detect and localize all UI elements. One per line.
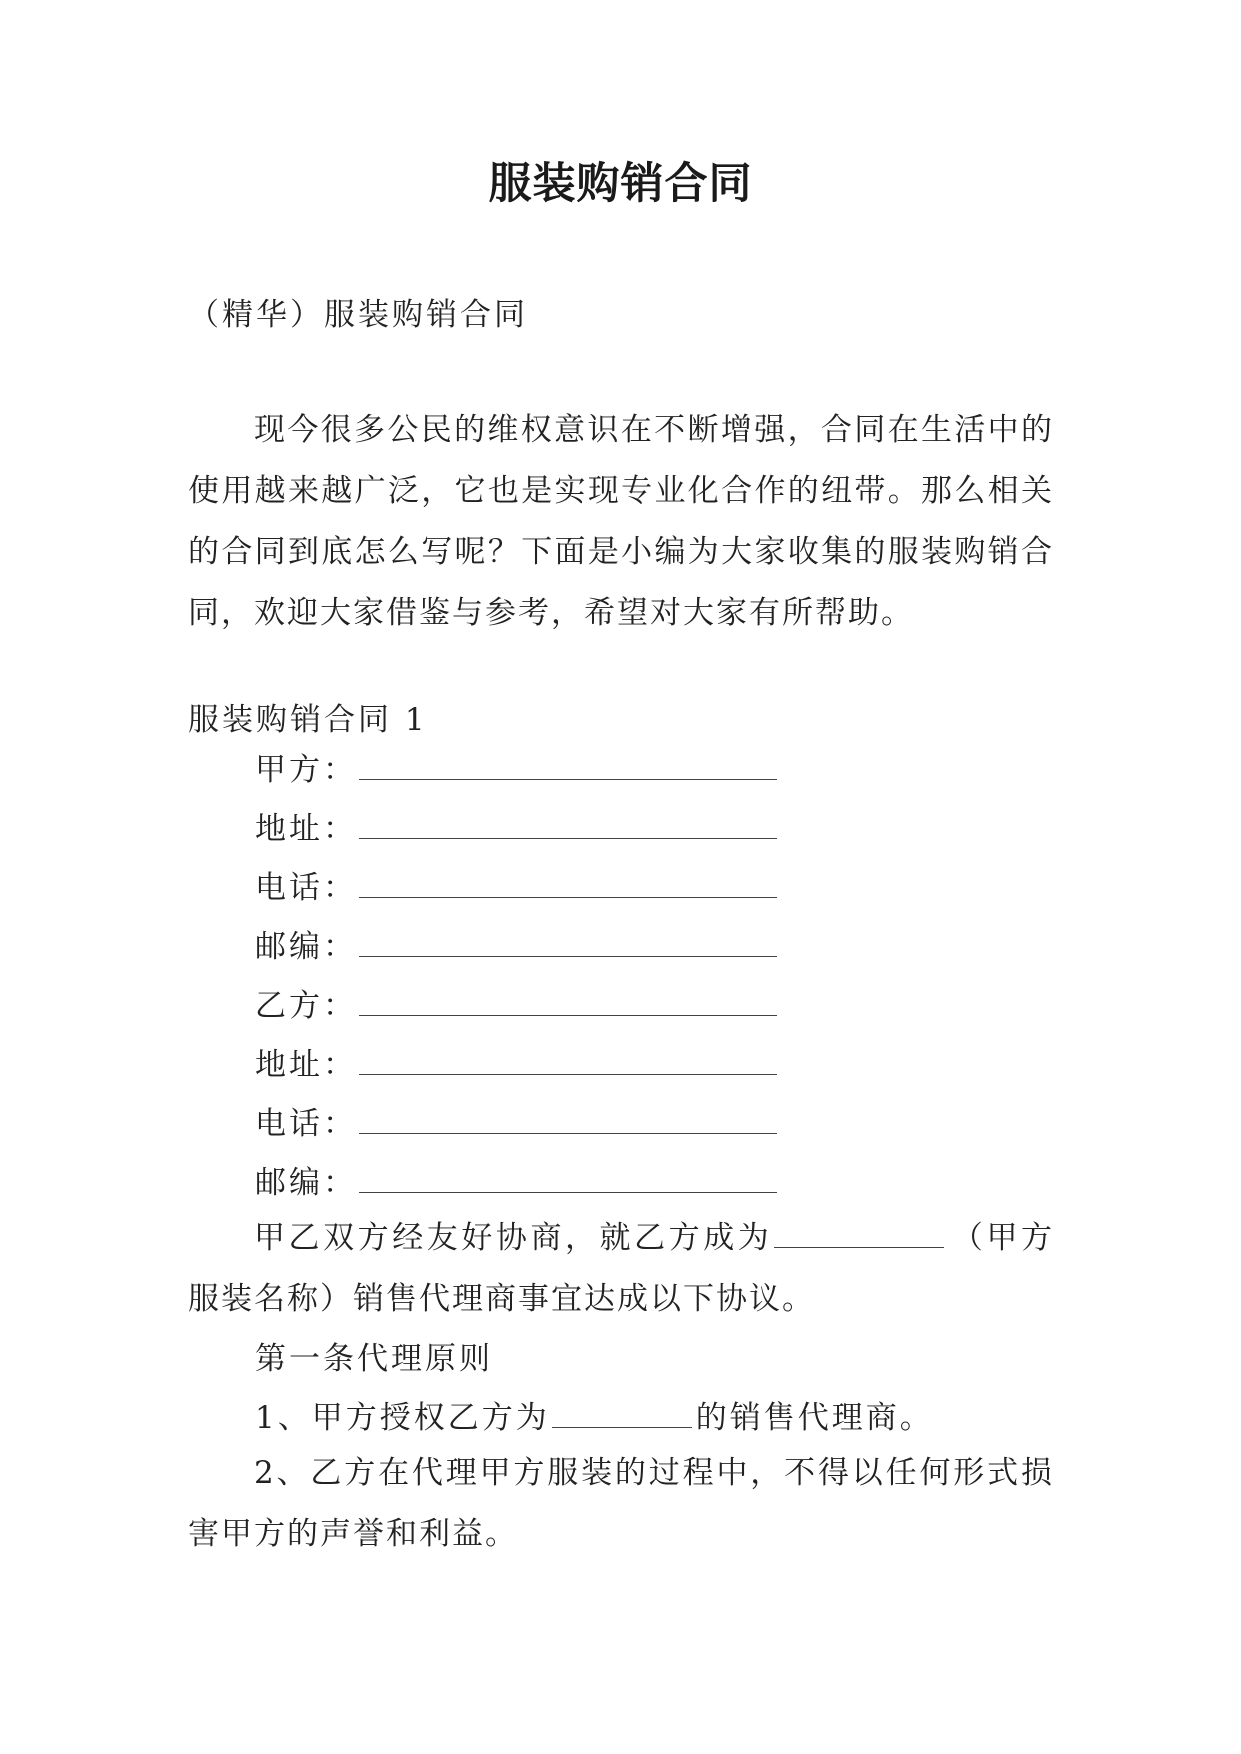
field-label: 电话：	[255, 870, 357, 906]
fill-blank	[359, 985, 777, 1016]
party-a-phone-field	[255, 865, 777, 911]
field-label: 乙方：	[255, 988, 357, 1024]
fill-blank	[359, 749, 777, 780]
field-label: 地址：	[255, 811, 357, 847]
party-b-address-field	[255, 1042, 777, 1088]
fill-blank	[359, 808, 777, 839]
party-b-postcode-field	[255, 1160, 777, 1206]
fill-blank	[359, 1044, 777, 1075]
agreement-text-after: （甲方服装名称）销售代理商事宜达成以下协议。	[188, 1220, 1055, 1317]
document-title: 服装购销合同	[488, 159, 753, 209]
clause-1	[255, 1395, 934, 1441]
field-label: 地址：	[255, 1047, 357, 1083]
party-b-phone-field	[255, 1101, 777, 1147]
field-label: 甲方：	[255, 752, 357, 788]
article-1-title: 第一条代理原则	[255, 1341, 493, 1377]
party-a-address-field	[255, 806, 777, 852]
clause-1-text-before: 1、甲方授权乙方为	[255, 1400, 550, 1436]
fill-blank	[552, 1399, 692, 1428]
field-label: 电话：	[255, 1106, 357, 1142]
section-title: 服装购销合同 1	[188, 702, 428, 738]
party-a-postcode-field	[255, 924, 777, 970]
fill-blank	[359, 1103, 777, 1134]
fill-blank	[359, 926, 777, 957]
intro-paragraph: 现今很多公民的维权意识在不断增强，合同在生活中的使用越来越广泛，它也是实现专业化合作的纽带。那么相关的合同到底怎么写呢？下面是小编为大家收集的服装购销合同，欢迎大家借鉴与参考，希望对大家有所帮助。	[188, 412, 1054, 631]
document-subtitle: （精华）服装购销合同	[188, 297, 528, 333]
agreement-text-before: 甲乙双方经友好协商，就乙方成为	[254, 1220, 773, 1256]
clause-1-text-after: 的销售代理商。	[695, 1400, 934, 1436]
field-label: 邮编：	[255, 1165, 357, 1201]
clause-2: 2、乙方在代理甲方服装的过程中，不得以任何形式损害甲方的声誉和利益。	[188, 1455, 1054, 1552]
fill-blank	[359, 867, 777, 898]
agreement-paragraph	[188, 1208, 1054, 1330]
fill-blank	[774, 1219, 944, 1248]
fill-blank	[359, 1162, 777, 1193]
field-label: 邮编：	[255, 929, 357, 965]
party-b-field	[255, 983, 777, 1029]
party-a-field	[255, 747, 777, 793]
